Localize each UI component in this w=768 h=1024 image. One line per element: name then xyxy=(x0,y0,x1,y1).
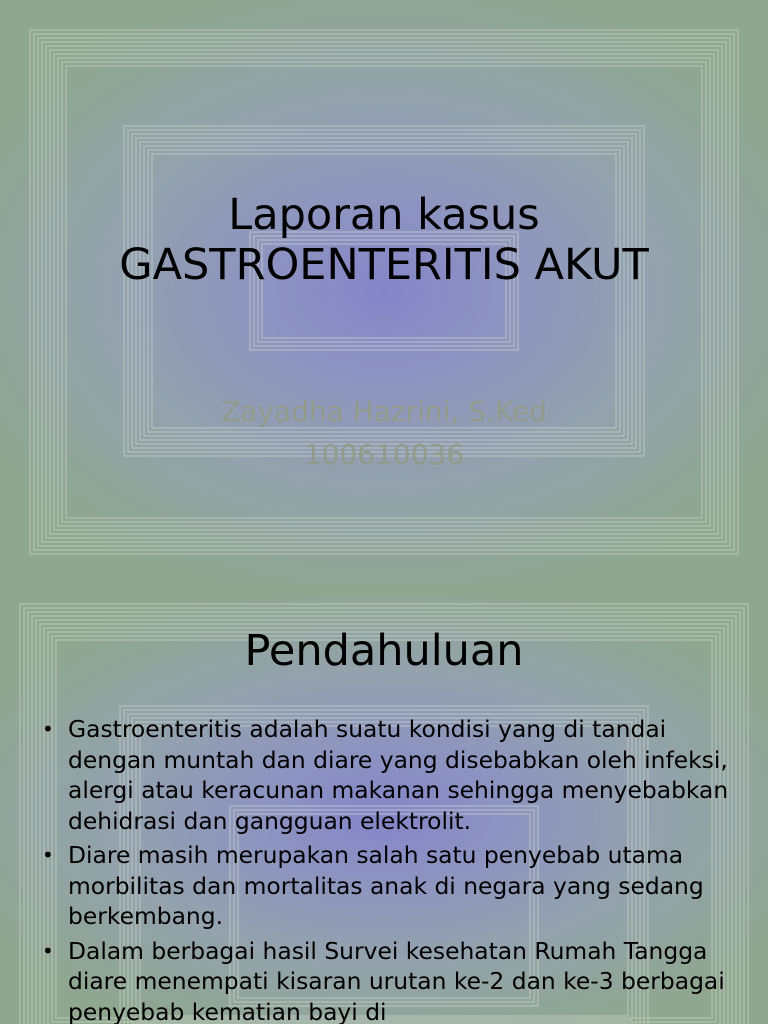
student-id: 100610036 xyxy=(303,438,465,471)
bullet-text: Diare masih merupakan salah satu penyebab utama morbilitas dan mortalitas anak di negara yang sedang berkembang. xyxy=(68,841,704,930)
author-name: Zayadha Hazrini, S.Ked xyxy=(221,395,547,428)
slide-subtitle xyxy=(0,390,768,476)
bullet-text: Gastroenteritis adalah suatu kondisi yang di tandai dengan muntah dan diare yang disebabkan oleh infeksi, alergi atau keracunan makanan sehingga menyebabkan dehidrasi dan gangguan elektrolit. xyxy=(68,715,729,835)
slide-title-heading xyxy=(0,190,768,290)
title-line-1: Laporan kasus xyxy=(228,190,540,240)
bullet-list xyxy=(42,714,732,1024)
list-item xyxy=(42,936,732,1024)
list-item xyxy=(42,714,732,836)
bullet-icon: • xyxy=(42,717,54,741)
bullet-icon: • xyxy=(42,843,54,867)
list-item xyxy=(42,840,732,932)
bullet-text: Dalam berbagai hasil Survei kesehatan Rumah Tangga diare menempati kisaran urutan ke-2 dan ke-3 berbagai penyebab kematian bayi di xyxy=(68,936,725,1024)
section-heading: Pendahuluan xyxy=(244,626,524,676)
title-line-2: GASTROENTERITIS AKUT xyxy=(119,240,649,290)
bullet-icon: • xyxy=(42,938,54,963)
